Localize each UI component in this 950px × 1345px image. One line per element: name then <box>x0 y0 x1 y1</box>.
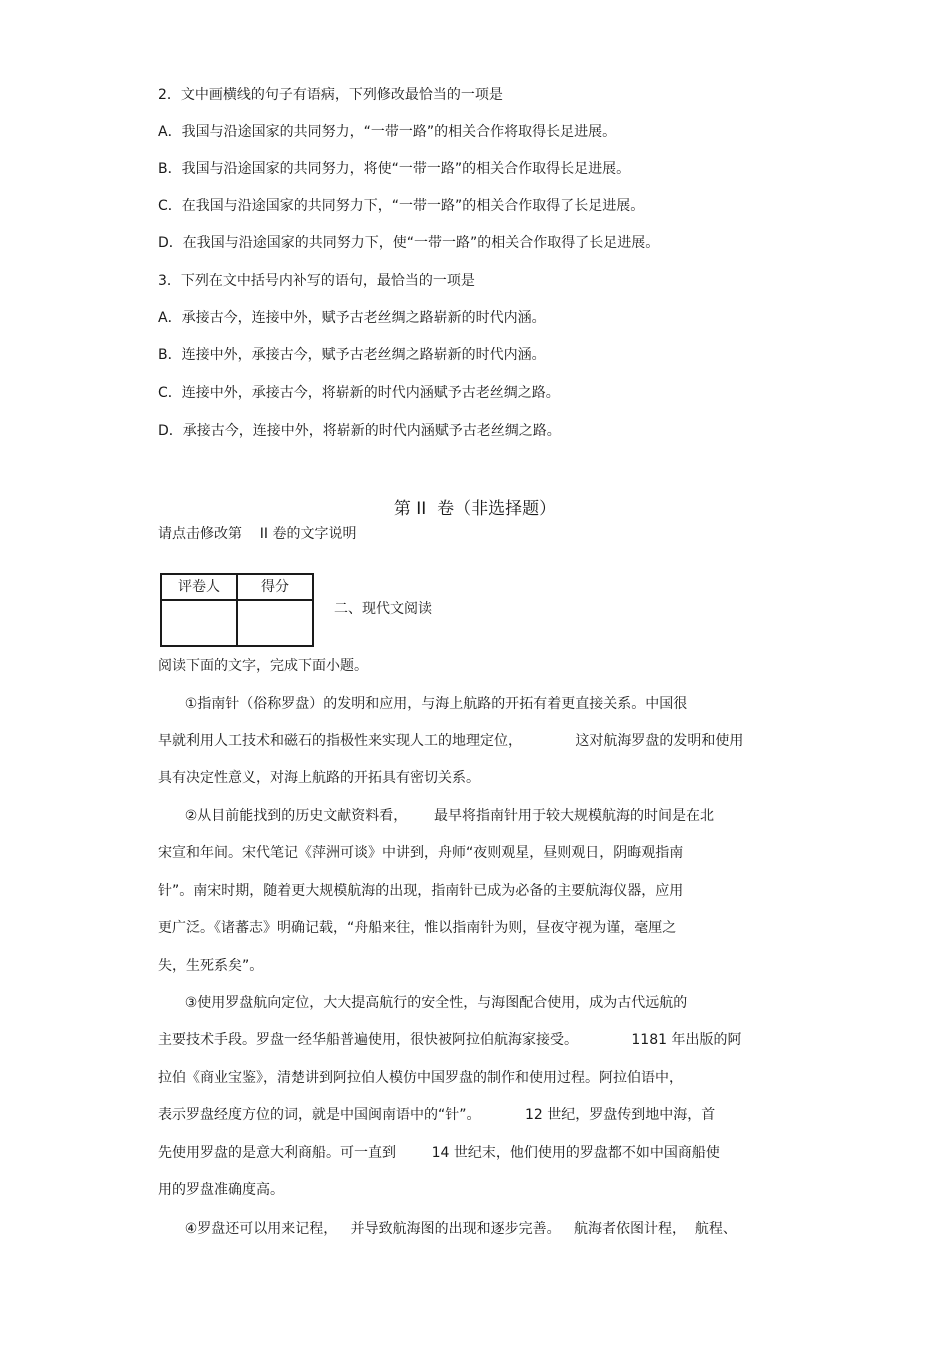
passage-line: ①指南针（俗称罗盘）的发明和应用，与海上航路的开拓有着更直接关系。中国很 <box>158 696 688 712</box>
passage-line: 宋宣和年间。宋代笔记《萍洲可谈》中讲到，舟师“夜则观星，昼则观日，阴晦观指南 <box>158 845 684 861</box>
passage-line: 针”。南宋时期，随着更大规模航海的出现，指南针已成为必备的主要航海仪器，应用 <box>158 883 684 899</box>
reading-instruction: 阅读下面的文字，完成下面小题。 <box>158 658 368 674</box>
score-table-header-score: 得分 <box>237 574 313 600</box>
question-3-stem: 3．下列在文中括号内补写的语句，最恰当的一项是 <box>158 273 475 289</box>
question-2-option-c: C．在我国与沿途国家的共同努力下，“一带一路”的相关合作取得了长足进展。 <box>158 198 645 214</box>
passage-line: 拉伯《商业宝鉴》，清楚讲到阿拉伯人模仿中国罗盘的制作和使用过程。阿拉伯语中， <box>158 1070 683 1086</box>
passage-line: ②从目前能找到的历史文献资料看， 最早将指南针用于较大规模航海的时间是在北 <box>158 808 714 824</box>
section-title: 第 II 卷（非选择题） <box>393 499 557 519</box>
passage-line: 表示罗盘经度方位的词，就是中国闽南语中的“针”。 12 世纪，罗盘传到地中海，首 <box>158 1107 716 1123</box>
score-table-score-cell <box>237 600 313 646</box>
passage-line: 早就利用人工技术和磁石的指极性来实现人工的地理定位， 这对航海罗盘的发明和使用 <box>158 733 744 749</box>
question-3-option-d: D．承接古今，连接中外，将崭新的时代内涵赋予古老丝绸之路。 <box>158 423 561 439</box>
question-3-option-a: A．承接古今，连接中外，赋予古老丝绸之路崭新的时代内涵。 <box>158 310 546 326</box>
passage-line: 先使用罗盘的是意大利商船。可一直到 14 世纪末，他们使用的罗盘都不如中国商船使 <box>158 1145 720 1161</box>
section-note[interactable]: 请点击修改第 II 卷的文字说明 <box>158 526 357 542</box>
passage-line: ③使用罗盘航向定位，大大提高航行的安全性，与海图配合使用，成为古代远航的 <box>158 995 688 1011</box>
passage-line: 主要技术手段。罗盘一经华船普遍使用，很快被阿拉伯航海家接受。 1181 年出版的阿 <box>158 1032 742 1048</box>
section-heading: 二、现代文阅读 <box>334 601 432 617</box>
question-2-option-d: D．在我国与沿途国家的共同努力下，使“一带一路”的相关合作取得了长足进展。 <box>158 235 660 251</box>
passage-line: 失，生死系矣”。 <box>158 958 264 974</box>
passage-line: 更广泛。《诸蕃志》明确记载，“舟船来往，惟以指南针为则，昼夜守视为谨，毫厘之 <box>158 920 677 936</box>
score-table-grader-cell <box>161 600 237 646</box>
question-2-option-b: B．我国与沿途国家的共同努力，将使“一带一路”的相关合作取得长足进展。 <box>158 161 631 177</box>
question-2-option-a: A．我国与沿途国家的共同努力，“一带一路”的相关合作将取得长足进展。 <box>158 124 617 140</box>
question-3-option-c: C．连接中外，承接古今，将崭新的时代内涵赋予古老丝绸之路。 <box>158 385 560 401</box>
score-table <box>160 573 314 647</box>
question-3-option-b: B．连接中外，承接古今，赋予古老丝绸之路崭新的时代内涵。 <box>158 347 546 363</box>
passage-line: ④罗盘还可以用来记程， 并导致航海图的出现和逐步完善。 航海者依图计程， 航程、 <box>158 1221 737 1237</box>
passage-line: 具有决定性意义，对海上航路的开拓具有密切关系。 <box>158 770 480 786</box>
passage-line: 用的罗盘准确度高。 <box>158 1182 284 1198</box>
question-2-stem: 2．文中画横线的句子有语病，下列修改最恰当的一项是 <box>158 87 503 103</box>
score-table-header-grader: 评卷人 <box>161 574 237 600</box>
